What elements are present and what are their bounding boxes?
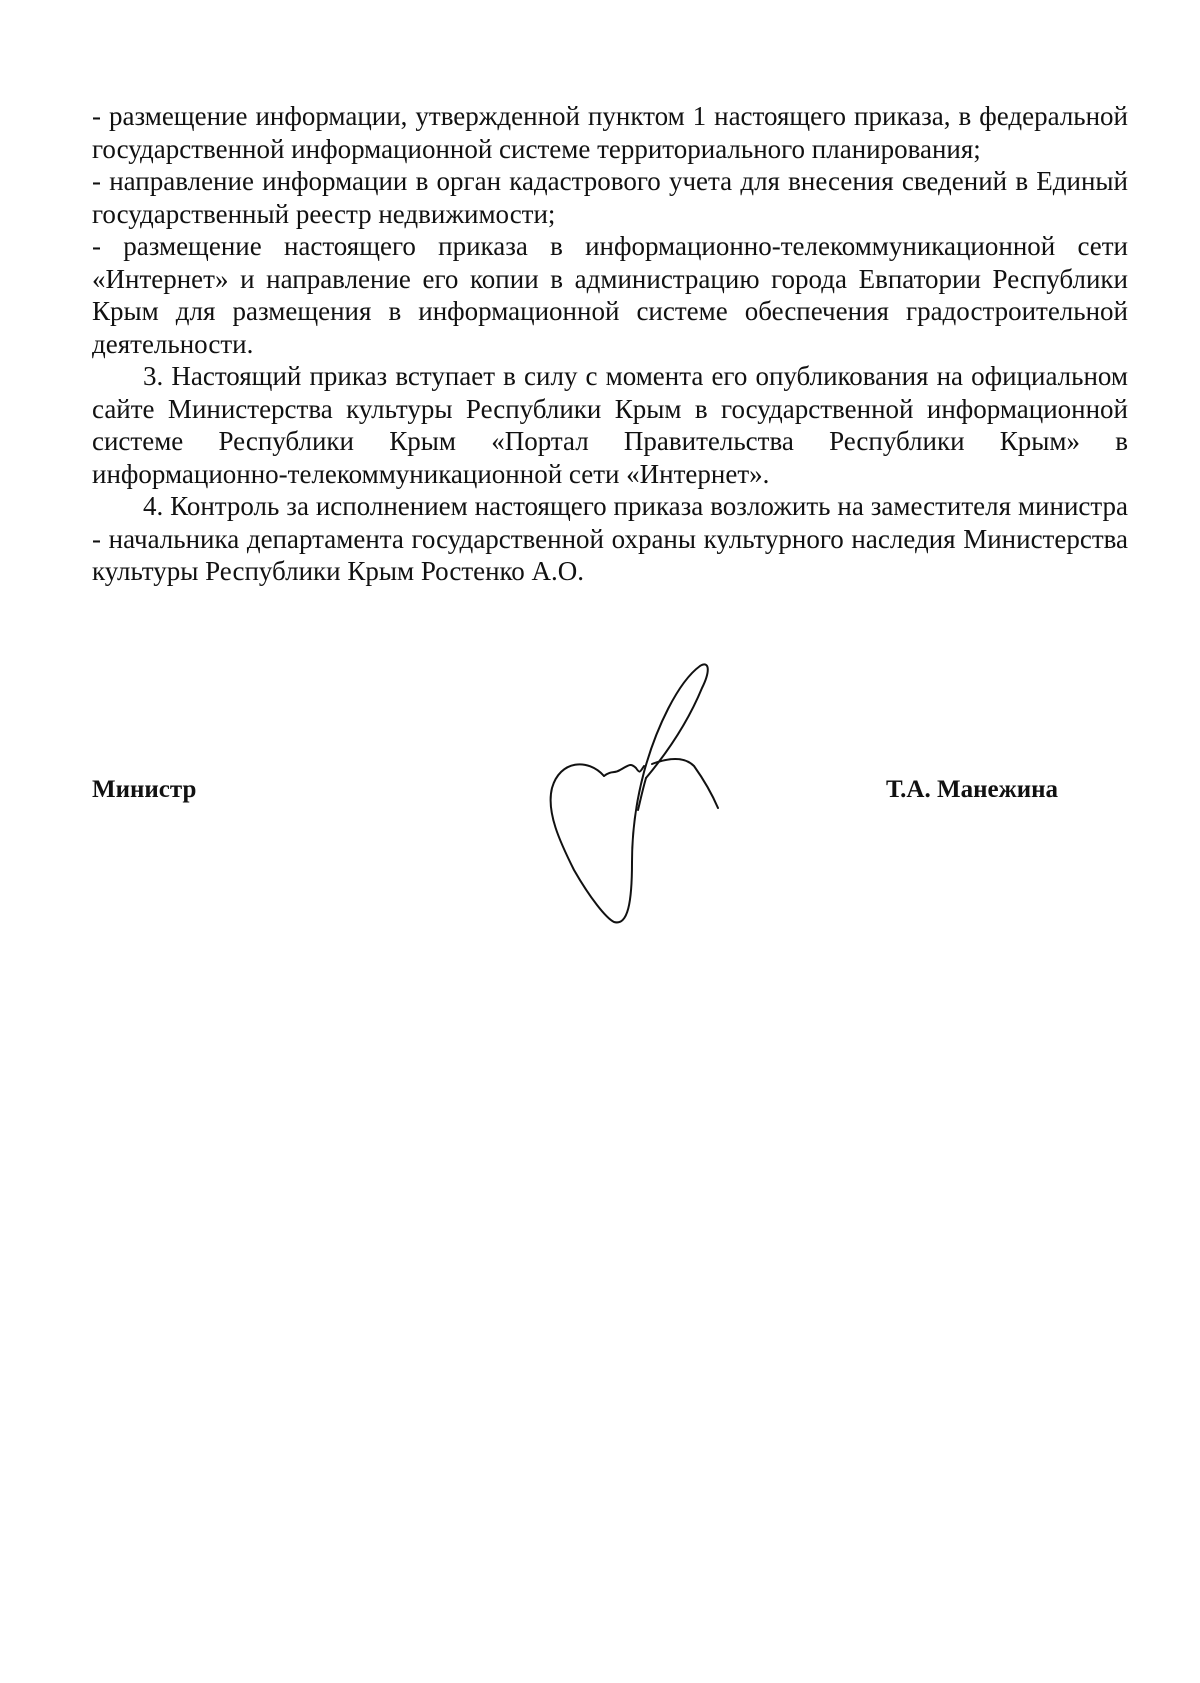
paragraph-control: 4. Контроль за исполнением настоящего приказа возложить на заместителя министра - начальника департамента государственной охраны культурного наследия Министерства культуры Республики Крым Ростенко А.О. — [92, 491, 1128, 586]
handwritten-signature — [548, 662, 768, 934]
signer-name: Т.А. Манежина — [886, 776, 1059, 803]
paragraph-effective-date: 3. Настоящий приказ вступает в силу с момента его опубликования на официальном сайте Министерства культуры Республики Крым в государственной информационной системе Республики Крым «Портал Правительства Республики Крым» в информационно-телекоммуникационной сети «Интернет». — [92, 361, 1128, 489]
paragraph-fgis-placement: - размещение информации, утвержденной пунктом 1 настоящего приказа, в федеральной государственной информационной системе территориального планирования; — [92, 101, 1128, 164]
paragraph-cadastre-submission: - направление информации в орган кадастрового учета для внесения сведений в Единый государственный реестр недвижимости; — [92, 166, 1128, 229]
document-body — [92, 100, 1128, 588]
paragraph-internet-publication: - размещение настоящего приказа в информационно-телекоммуникационной сети «Интернет» и направление его копии в администрацию города Евпатории Республики Крым для размещения в информационной системе обеспечения градостроительной деятельности. — [92, 231, 1128, 359]
signer-position: Министр — [92, 776, 197, 803]
